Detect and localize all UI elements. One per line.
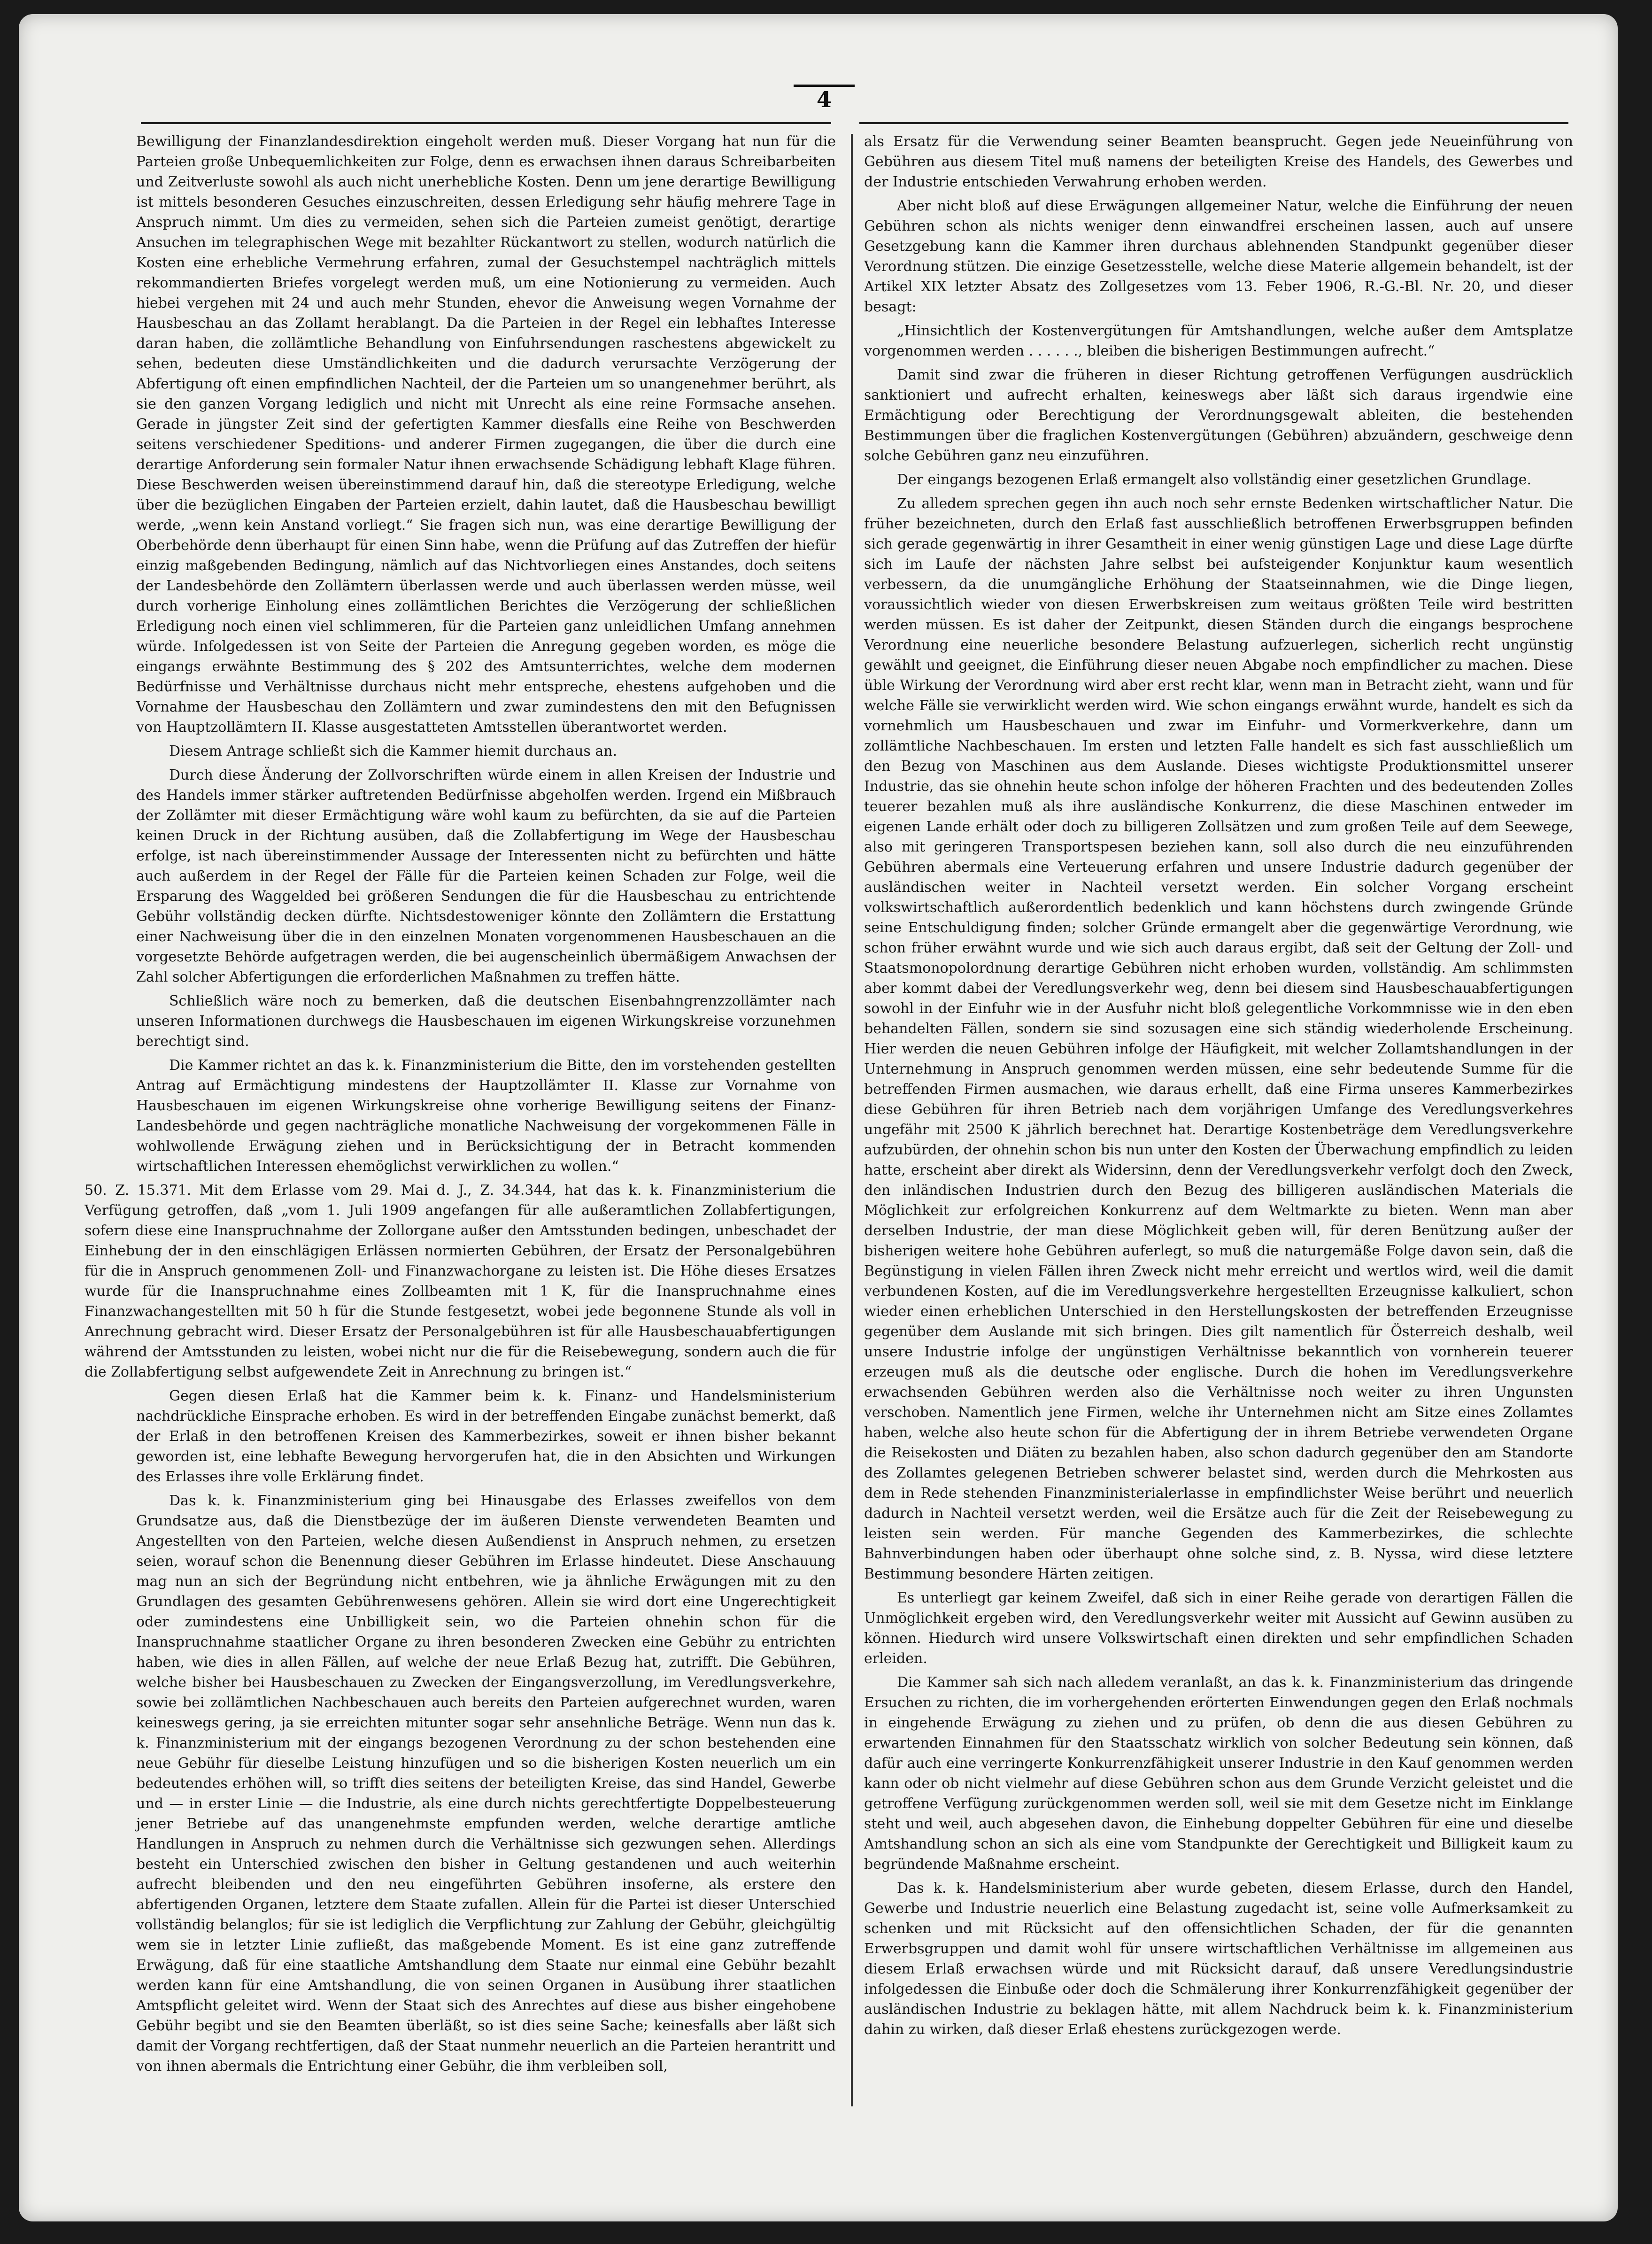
left-column [85,132,836,2080]
paragraph: Aber nicht bloß auf diese Erwägungen allgemeiner Natur, welche die Einführung der neuen Gebühren schon als nichts weniger denn einwandfrei erscheinen lassen, auch auf unsere Gesetzgebung kann die Kammer ihren durchaus ablehnenden Standpunkt gegenüber dieser Verordnung stützen. Die einzige Gesetzesstelle, welche diese Materie allgemein behandelt, ist der Artikel XIX letzter Absatz des Zollgesetzes vom 13. Feber 1906, R.-G.-Bl. Nr. 20, und dieser besagt: [864,198,1573,315]
paragraph: Zu alledem sprechen gegen ihn auch noch sehr ernste Bedenken wirtschaftlicher Natur. Die früher bezeichneten, durch den Erlaß fast ausschließlich betroffenen Erwerbsgruppen befinden sich gerade gegenwärtig in ihrer Gesamtheit in einer wenig günstigen Lage und diese Lage dürfte sich im Laufe der nächsten Jahre selbst bei aufsteigender Konjunktur kaum wesentlich verbessern, da die unumgängliche Erhöhung der Staatseinnahmen, wie die Dinge liegen, voraussichtlich wieder von diesen Erwerbskreisen zum weitaus größten Teile wird bestritten werden müssen. Es ist daher der Zeitpunkt, diesen Ständen durch die eingangs besprochene Verordnung eine neuerliche besondere Belastung aufzuerlegen, sicherlich recht ungünstig gewählt und geeignet, die Einführung dieser neuen Abgabe noch empfindlicher zu machen. Diese üble Wirkung der Verordnung wird aber erst recht klar, wenn man in Betracht zieht, wann und für welche Fälle sie verwirklicht werden wird. Wie schon eingangs erwähnt wurde, handelt es sich da vornehmlich um Hausbeschauen und zwar im Einfuhr- und Vormerkverkehre, dann um zollämtliche Nachbeschauen. Im ersten und letzten Falle handelt es sich fast ausschließlich um den Bezug von Maschinen aus dem Auslande. Dieses wichtigste Produktionsmittel unserer Industrie, das sie ohnehin heute schon infolge der höheren Frachten und des bedeutenden Zolles teuerer bezahlen muß als ihre ausländische Konkurrenz, die diese Maschinen entweder im eigenen Lande erhält oder doch zu billigeren Zollsätzen und zum großen Teile auf dem Seewege, also mit geringeren Transportspesen beziehen kann, soll also durch die neu einzuführenden Gebühren abermals eine Verteuerung erfahren und unsere Industrie dadurch gegenüber der ausländischen weiter in Nachteil versetzt werden. Ein solcher Vorgang erscheint volkswirtschaftlich außerordentlich bedenklich und kann höchstens durch zwingende Gründe seine Entschuldigung finden; solcher Gründe ermangelt aber die gegenwärtige Verordnung, wie schon früher erwähnt wurde und wie sich auch daraus ergibt, daß seit der Geltung der Zoll- und Staatsmonopolordnung derartige Gebühren nicht erhoben wurden, vollständig. Am schlimmsten aber kommt dabei der Veredlungsverkehr weg, denn bei diesem sind Hausbeschauabfertigungen sowohl in der Einfuhr wie in der Ausfuhr nicht bloß gelegentliche Vorkommnisse wie in den eben behandelten Fällen, sondern sie sind sozusagen eine sich ständig wiederholende Erscheinung. Hier werden die neuen Gebühren infolge der Häufigkeit, mit welcher Zollamtshandlungen in der Unternehmung in Anspruch genommen werden müssen, eine sehr bedeutende Summe für die betreffenden Firmen ausmachen, wie daraus erhellt, daß eine Firma unseres Kammerbezirkes diese Gebühren für ihren Betrieb nach dem vorjährigen Umfange des Veredlungsverkehres ungefähr mit 2500 K jährlich berechnet hat. Derartige Kostenbeträge dem Veredlungsverkehre aufzubürden, der ohnehin schon bis nun unter den Kosten der Überwachung empfindlich zu leiden hatte, erscheint aber direkt als Widersinn, denn der Veredlungsverkehr verfolgt doch den Zweck, den inländischen Industrien durch den Bezug des billigeren ausländischen Materials die Möglichkeit zur erfolgreichen Konkurrenz auf dem Weltmarkte zu bieten. Wenn man aber derselben Industrie, der man diese Möglichkeit geben will, für deren Benützung außer der bisherigen weitere hohe Gebühren auferlegt, so muß die naturgemäße Folge davon sein, daß die Begünstigung in vielen Fällen ihren Zweck nicht mehr erreicht und wertlos wird, weil die damit verbundenen Kosten, auf die im Veredlungsverkehre hergestellten Erzeugnisse kalkuliert, schon wieder einen erheblichen Unterschied in den Herstellungskosten der betreffenden Erzeugnisse gegenüber dem Auslande mit sich bringen. Dies gilt namentlich für Österreich deshalb, weil unsere Industrie infolge der ungünstigen Verhältnisse bekanntlich von vornherein teuerer erzeugen muß als die deutsche oder englische. Durch die hohen im Veredlungsverkehre erwachsenden Gebühren werden also die Verhältnisse noch weiter zu ihren Ungunsten verschoben. Namentlich jene Firmen, welche ihr Unternehmen nicht am Sitze eines Zollamtes haben, welche also heute schon für die Abfertigung der in ihrem Betriebe verwendeten Organe die Reisekosten und Diäten zu bezahlen haben, also schon dadurch gegenüber den am Standorte des Zollamtes gelegenen Betrieben schwerer belastet sind, werden durch die Mehrkosten aus dem in Rede stehenden Finanzministerialerlasse in empfindlichster Weise berührt und neuerlich dadurch in Nachteil versetzt werden, weil die Ersätze auch für die Zeit der Reisebewegung zu leisten sein werden. Für manche Gegenden des Kammerbezirkes, die schlechte Bahnverbindungen haben oder überhaupt ohne solche sind, z. B. Nyssa, wird diese letztere Bestimmung besondere Härten zeitigen. [864,495,1573,1582]
paragraph: Die Kammer richtet an das k. k. Finanzministerium die Bitte, den im vorstehenden gestellten Antrag auf Ermächtigung mindestens der Hauptzollämter II. Klasse zur Vornahme von Hausbeschauen im eigenen Wirkungskreise ohne vorherige Bewilligung seitens der Finanz-Landesbehörde und gegen nachträgliche monatliche Nachweisung der vorgekommenen Fälle in wohlwollende Erwägung ziehen und in Berücksichtigung der in Betracht kommenden wirtschaftlichen Interessen ehemöglichst verwirklichen zu wollen.“ [136,1057,836,1175]
header-rule-left [141,122,831,124]
header-rule-right [859,122,1568,124]
page-number: 4 [794,85,855,112]
paragraph: Durch diese Änderung der Zollvorschriften würde einem in allen Kreisen der Industrie und des Handels immer stärker auftretenden Bedürfnisse abgeholfen werden. Irgend ein Mißbrauch der Zollämter mit dieser Ermächtigung wäre wohl kaum zu befürchten, da sie auf die Parteien keinen Druck in der Richtung ausüben, daß die Zollabfertigung im Wege der Hausbeschau erfolge, ist nach übereinstimmender Aussage der Interessenten nicht zu befürchten und hätte auch außerdem in der Regel der Fälle für die Parteien keinen Schaden zur Folge, weil die Ersparung des Waggelded bei größeren Sendungen die für die Hausbeschau zu entrichtende Gebühr vollständig decken dürfte. Nichtsdestoweniger könnte den Zollämtern die Erstattung einer Nachweisung über die in den einzelnen Monaten vorgenommenen Hausbeschauen an die vorgesetzte Behörde aufgetragen werden, die bei augenscheinlich übermäßigem Anwachsen der Zahl solcher Abfertigungen die erforderlichen Maßnahmen zu treffen hätte. [136,767,836,985]
paragraph: Der eingangs bezogenen Erlaß ermangelt also vollständig einer gesetzlichen Grundlage. [897,472,1531,488]
paragraph: Schließlich wäre noch zu bemerken, daß die deutschen Eisenbahngrenzzollämter nach unseren Informationen durchwegs die Hausbeschauen im eigenen Wirkungskreise vorzunehmen berechtigt sind. [136,993,836,1050]
paragraph: Es unterliegt gar keinem Zweifel, daß sich in einer Reihe gerade von derartigen Fällen die Unmöglichkeit ergeben wird, den Veredlungsverkehr weiter mit Aussicht auf Gewinn ausüben zu können. Hiedurch wird unsere Volkswirtschaft einen direkten und sehr empfindlichen Schaden erleiden. [864,1590,1573,1667]
right-column [864,132,1573,2043]
paragraph: Das k. k. Handelsministerium aber wurde gebeten, diesem Erlasse, durch den Handel, Gewerbe und Industrie neuerlich eine Belastung zugedacht ist, seine volle Aufmerksamkeit zu schenken und mit Rücksicht auf den offensichtlichen Schaden, der für die genannten Erwerbsgruppen und damit wohl für unsere wirtschaftlichen Verhältnisse im allgemeinen aus diesem Erlaß erwachsen würde und mit Rücksicht darauf, daß unsere Veredlungsindustrie infolgedessen die Einbuße oder doch die Schmälerung ihrer Konkurrenzfähigkeit gegenüber der ausländischen Industrie zu beklagen hätte, mit allem Nachdruck beim k. k. Finanzministerium dahin zu wirken, daß dieser Erlaß ehestens zurückgezogen werde. [864,1880,1573,2038]
numbered-item-50: 50. Z. 15.371. Mit dem Erlasse vom 29. Mai d. J., Z. 34.344, hat das k. k. Finanzministerium die Verfügung getroffen, daß „vom 1. Juli 1909 angefangen für alle außeramtlichen Zollabfertigungen, sofern diese eine Inanspruchnahme der Zollorgane außer den Amtsstunden bedingen, unbeschadet der Einhebung der in den einschlägigen Erlässen normierten Gebühren, der Ersatz der Personalgebühren für die in Anspruch genommenen Zoll- und Finanzwachorgane zu leisten ist. Die Höhe dieses Ersatzes wurde für die Inanspruchnahme eines Zollbeamten mit 1 K, für die Inanspruchnahme eines Finanzwachangestellten mit 50 h für die Stunde festgesetzt, wobei jede begonnene Stunde als voll in Anrechnung gebracht wird. Dieser Ersatz der Personalgebühren ist für alle Hausbeschauabfertigungen während der Amtsstunden zu leisten, wobei nicht nur die für die Reisebewegung, sondern auch die für die Zollabfertigung selbst aufgewendete Zeit in Anrechnung zu bringen ist.“ [85,1182,836,1380]
paragraph: Bewilligung der Finanzlandesdirektion eingeholt werden muß. Dieser Vorgang hat nun für die Parteien große Unbequemlichkeiten zur Folge, denn es erwachsen ihnen daraus Schreibarbeiten und Zeitverluste sowohl als auch nicht unerhebliche Kosten. Denn um jene derartige Bewilligung ist mittels besonderen Gesuches einzuschreiten, dessen Erledigung sehr häufig mehrere Tage in Anspruch nimmt. Um dies zu vermeiden, sehen sich die Parteien zumeist genötigt, derartige Ansuchen im telegraphischen Wege mit bezahlter Rückantwort zu stellen, wodurch natürlich die Kosten eine erhebliche Vermehrung erfahren, zumal der Gesuchstempel nachträglich mittels rekommandierten Briefes vorgelegt werden muß, um eine Notionierung zu vermeiden. Auch hiebei vergehen mit 24 und auch mehr Stunden, ehevor die Anweisung wegen Vornahme der Hausbeschau an das Zollamt herablangt. Da die Parteien in der Regel ein lebhaftes Interesse daran haben, die zollämtliche Behandlung von Einfuhrsendungen raschestens abgewickelt zu sehen, bedeuten diese Umständlichkeiten und die dadurch verursachte Verzögerung der Abfertigung oft einen empfindlichen Nachteil, der die Parteien um so unangenehmer berührt, als sie den ganzen Vorgang lediglich und nicht mit Unrecht als eine reine Formsache ansehen. Gerade in jüngster Zeit sind der gefertigten Kammer diesfalls eine Reihe von Beschwerden seitens verschiedener Speditions- und anderer Firmen zugegangen, die über die durch eine derartige Anforderung sein formaler Natur ihnen erwachsende Schädigung lebhaft Klage führen. Diese Beschwerden weisen übereinstimmend darauf hin, daß die stereotype Erledigung, welche über die bezüglichen Eingaben der Parteien erzielt, dahin lautet, daß die Hausbeschau bewilligt werde, „wenn kein Anstand vorliegt.“ Sie fragen sich nun, was eine derartige Bewilligung der Oberbehörde denn überhaupt für einen Sinn habe, wenn die Prüfung auf das Zutreffen der hiefür einzig maßgebenden Bedingung, nämlich auf das Nichtvorliegen eines Anstandes, doch seitens der Landesbehörde den Zollämtern überlassen werde und auch überlassen werden müsse, weil durch vorherige Einholung eines zollämtlichen Berichtes die Verzögerung der schließlichen Erledigung noch einen viel schlimmeren, für die Parteien ganz unleidlichen Umfang annehmen würde. Infolgedessen ist von Seite der Parteien die Anregung gegeben worden, es möge die eingangs erwähnte Bestimmung des § 202 des Amtsunterrichtes, welche dem modernen Bedürfnisse und Verhältnisse durchaus nicht mehr entspreche, ehestens aufgehoben und die Vornahme der Hausbeschau den Zollämtern und zwar zumindestens den mit den Befugnissen von Hauptzollämtern II. Klasse ausgestatteten Amtsstellen überantwortet werden. [136,133,836,735]
paragraph: als Ersatz für die Verwendung seiner Beamten beansprucht. Gegen jede Neueinführung von Gebühren aus diesem Titel muß namens der beteiligten Kreise des Handels, des Gewerbes und der Industrie entschieden Verwahrung erhoben werden. [864,133,1573,190]
quotation: „Hinsichtlich der Kostenvergütungen für Amtshandlungen, welche außer dem Amtsplatze vorgenommen werden . . . . . ., bleiben die bisherigen Bestimmungen aufrecht.“ [864,323,1573,359]
paragraph: Damit sind zwar die früheren in dieser Richtung getroffenen Verfügungen ausdrücklich sanktioniert und aufrecht erhalten, keineswegs aber läßt sich daraus irgendwie eine Ermächtigung oder Berechtigung der Verordnungsgewalt ableiten, die bestehenden Bestimmungen über die fraglichen Kostenvergütungen (Gebühren) abzuändern, geschweige denn solche Gebühren ganz neu einzuführen. [864,367,1573,464]
paragraph: Diesem Antrage schließt sich die Kammer hiemit durchaus an. [169,743,618,759]
paragraph: Die Kammer sah sich nach alledem veranlaßt, an das k. k. Finanzministerium das dringende Ersuchen zu richten, die im vorhergehenden erörterten Einwendungen gegen den Erlaß nochmals in eingehende Erwägung zu ziehen und zu prüfen, ob denn die aus diesen Gebühren zu erwartenden Einnahmen für den Staatsschatz wirklich von solcher Bedeutung sein können, daß dafür auch eine verringerte Konkurrenzfähigkeit unserer Industrie in den Kauf genommen werden kann oder ob nicht vielmehr auf diese Gebühren schon aus dem Grunde Verzicht geleistet und die getroffene Verfügung zurückgenommen werden soll, weil sie mit dem Gesetze nicht im Einklange steht und weil, auch abgesehen davon, die Einhebung doppelter Gebühren für eine und dieselbe Amtshandlung schon an sich als eine vom Standpunkte der Gerechtigkeit und Billigkeit kaum zu begründende Maßnahme erscheint. [864,1674,1573,1873]
paragraph: Gegen diesen Erlaß hat die Kammer beim k. k. Finanz- und Handelsministerium nachdrückliche Einsprache erhoben. Es wird in der betreffenden Eingabe zunächst bemerkt, daß der Erlaß in den betroffenen Kreisen des Kammerbezirkes, soweit er ihnen bisher bekannt geworden ist, eine lebhafte Bewegung hervorgerufen hat, die in den Absichten und Wirkungen des Erlasses ihre volle Erklärung findet. [136,1388,836,1485]
column-divider [851,134,853,2106]
paragraph: Das k. k. Finanzministerium ging bei Hinausgabe des Erlasses zweifellos von dem Grundsatze aus, daß die Dienstbezüge der im äußeren Dienste verwendeten Beamten und Angestellten von den Parteien, welche diesen Außendienst in Anspruch nehmen, zu ersetzen seien, worauf schon die Benennung dieser Gebühren im Erlasse hindeutet. Diese Anschauung mag nun an sich der Begründung nicht entbehren, wie ja ähnliche Erwägungen mit zu den Grundlagen des gesamten Gebührenwesens gehören. Allein sie wird dort eine Ungerechtigkeit oder zumindestens eine Unbilligkeit sein, wo die Parteien ohnehin schon für die Inanspruchnahme staatlicher Organe zu ihren besonderen Zwecken eine Gebühr zu entrichten haben, wie dies in allen Fällen, auf welche der neue Erlaß Bezug hat, zutrifft. Die Gebühren, welche bisher bei Hausbeschauen zu Zwecken der Eingangsverzollung, im Veredlungsverkehre, sowie bei zollämtlichen Nachbeschauen auch bereits den Parteien aufgerechnet wurden, waren keineswegs gering, ja sie erreichten mitunter sogar sehr ansehnliche Beträge. Wenn nun das k. k. Finanzministerium mit der eingangs bezogenen Verordnung zu der schon bestehenden eine neue Gebühr für dieselbe Leistung hinzufügen und so die bisherigen Kosten neuerlich um ein bedeutendes erhöhen will, so trifft dies seitens der beteiligten Kreise, das sind Handel, Gewerbe und — in erster Linie — die Industrie, als eine durch nichts gerechtfertigte Doppelbesteuerung jener Betriebe auf das unangenehmste empfunden werden, welche derartige amtliche Handlungen in Anspruch zu nehmen durch die Verhältnisse sich gezwungen sehen. Allerdings besteht ein Unterschied zwischen den bisher in Geltung gestandenen und auch weiterhin aufrecht bleibenden und den neu eingeführten Gebühren insoferne, als erstere den abfertigenden Organen, letztere dem Staate zufallen. Allein für die Partei ist dieser Unterschied vollständig belanglos; für sie ist lediglich die Verpflichtung zur Zahlung der Gebühr, gleichgültig wem sie in letzter Linie zufließt, das maßgebende Moment. Es ist eine ganz zutreffende Erwägung, daß für eine staatliche Amtshandlung dem Staate nur einmal eine Gebühr bezahlt werden kann für eine Amtshandlung, die von seinen Organen in Ausübung ihrer staatlichen Amtspflicht geleitet wird. Wenn der Staat sich des Anrechtes auf diese aus bisher eingehobene Gebühr begibt und sie den Beamten überläßt, so ist dies seine Sache; keinesfalls aber läßt sich damit der Vorgang rechtfertigen, daß der Staat nunmehr neuerlich an die Parteien herantritt und von ihnen abermals die Entrichtung einer Gebühr, die ihm verbleiben soll, [136,1493,836,2074]
